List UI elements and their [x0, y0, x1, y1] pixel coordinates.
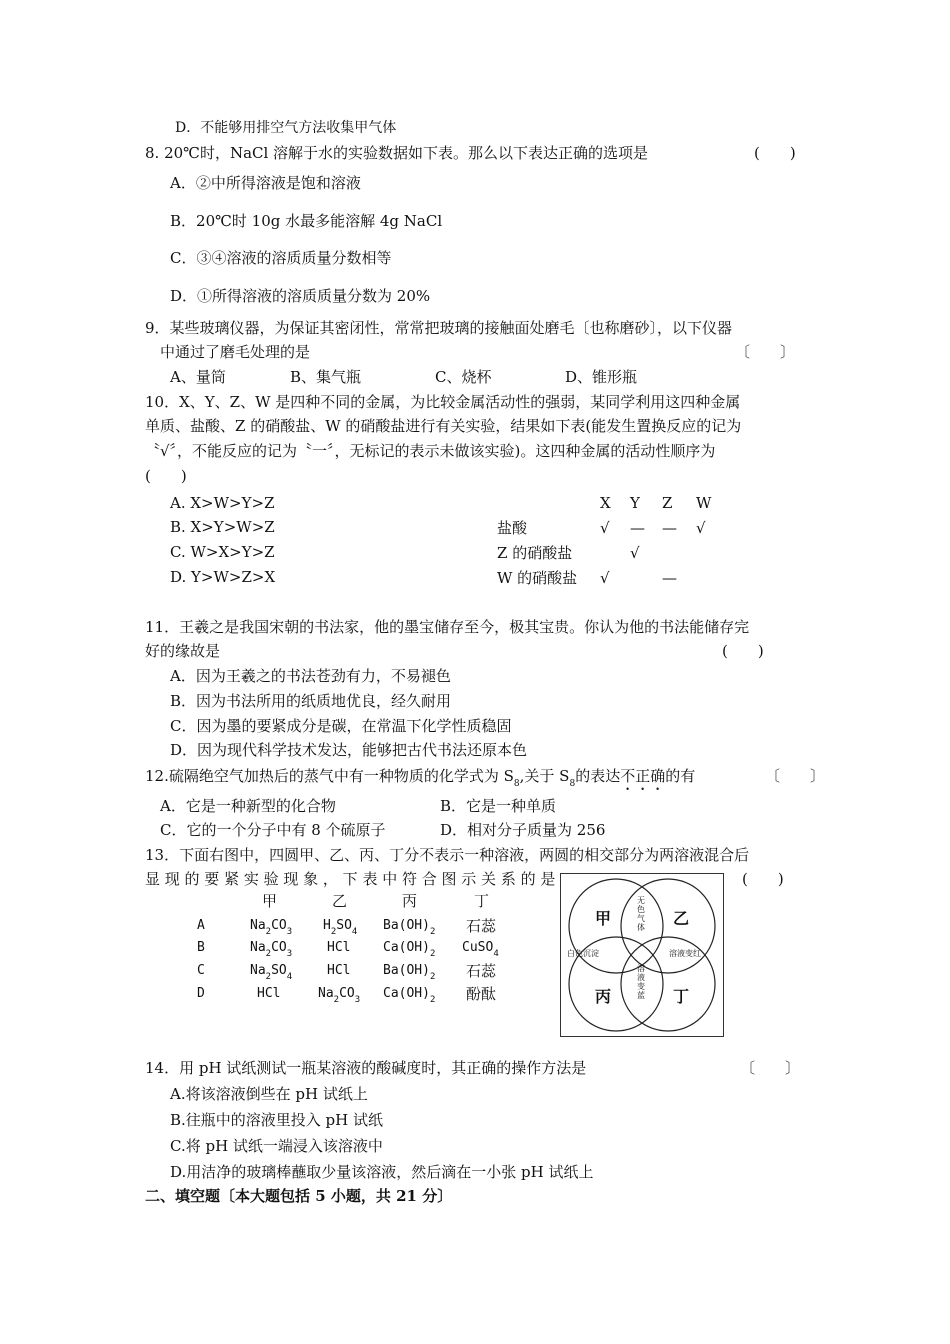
q11-option-a: A．因为王羲之的书法苍劲有力，不易褪色 [170, 667, 451, 685]
q10-table-header-z: Z [662, 494, 673, 512]
q13-cell: HCl [327, 940, 351, 955]
q12-emphasis: 不正确 [620, 767, 666, 785]
q14-option-d: D.用洁净的玻璃棒蘸取少量该溶液，然后滴在一小张 pH 试纸上 [170, 1163, 594, 1181]
q13-cell: HCl [327, 963, 351, 978]
q10-row-label: Z 的硝酸盐 [497, 544, 573, 562]
q10-cell: — [630, 519, 645, 537]
q10-cell: √ [600, 569, 610, 587]
q13-stem-line1: 13．下面右图中，四圆甲、乙、丙、丁分不表示一种溶液，两圆的相交部分为两溶液混合后 [145, 846, 750, 864]
q10-cell: √ [696, 519, 706, 537]
q10-option-b: B. X>Y>W>Z [170, 518, 275, 536]
q13-header: 丙 [402, 892, 418, 910]
q9-option-d: D、锥形瓶 [565, 368, 638, 386]
q13-cell: $Na_2CO_3$ [250, 940, 293, 959]
q13-header: 丁 [474, 892, 490, 910]
q13-cell: $Na_2SO_4$ [250, 963, 293, 982]
q10-table-header-y: Y [630, 494, 640, 512]
q11-option-b: B．因为书法所用的纸质地优良，经久耐用 [170, 692, 452, 710]
q13-answer-bracket: ( ) [742, 870, 784, 888]
q8-option-c: C．③④溶液的溶质质量分数相等 [170, 249, 392, 267]
q13-cell: $Na_2CO_3$ [318, 986, 361, 1005]
q10-option-c: C. W>X>Y>Z [170, 543, 275, 561]
q12-subscript: 8 [513, 779, 520, 789]
q9-stem-line1: 9．某些玻璃仪器，为保证其密闭性，常常把玻璃的接触面处磨毛〔也称磨砂〕，以下仪器 [145, 319, 733, 337]
q13-row-key: A [197, 918, 205, 933]
q9-option-a: A、量筒 [170, 368, 226, 386]
q10-stem-line3: 〝√〞，不能反应的记为〝一〞，无标记的表示未做该实验)。这四种金属的活动性顺序为 [145, 442, 716, 460]
q10-table-header-x: X [600, 494, 611, 512]
q14-option-a: A.将该溶液倒些在 pH 试纸上 [170, 1085, 368, 1103]
q13-cell: 石蕊 [466, 962, 497, 980]
q14-stem: 14．用 pH 试纸测试一瓶某溶液的酸碱度时，其正确的操作方法是 [145, 1059, 587, 1077]
q12-option-b: B．它是一种单质 [440, 797, 557, 815]
q13-stem-line2: 显 现 的 要 紧 实 验 现 象 ， 下 表 中 符 合 图 示 关 系 的 是 [145, 870, 556, 888]
q14-option-b: B.往瓶中的溶液里投入 pH 试纸 [170, 1111, 384, 1129]
q13-venn-diagram [560, 873, 724, 1037]
q13-header: 甲 [262, 892, 278, 910]
q10-table-header-w: W [696, 494, 712, 512]
q11-stem-line1: 11．王羲之是我国宋朝的书法家，他的墨宝储存至今，极其宝贵。你认为他的书法能储存完 [145, 618, 750, 636]
q13-cell: 酚酞 [466, 985, 497, 1003]
q12-stem-part: 的表达 [575, 767, 621, 785]
q9-stem-line2: 中通过了磨毛处理的是 [160, 343, 311, 361]
q13-cell: $Ca(OH)_2$ [383, 986, 436, 1005]
q8-option-a: A．②中所得溶液是饱和溶液 [170, 174, 361, 192]
q12-stem [145, 766, 695, 794]
q11-answer-bracket: ( ) [722, 642, 764, 660]
q13-row-key: C [197, 963, 205, 978]
q9-answer-bracket: 〔 〕 [735, 343, 796, 361]
q7-option-d: D．不能够用排空气方法收集甲气体 [175, 120, 397, 136]
q10-cell: — [662, 569, 677, 587]
q11-stem-line2: 好的缘故是 [145, 642, 221, 660]
venn-intersection-right: 溶液变红 [669, 949, 701, 958]
q12-option-d: D．相对分子质量为 256 [440, 821, 606, 839]
q10-cell: — [662, 519, 677, 537]
q10-row-label: W 的硝酸盐 [497, 569, 578, 587]
venn-intersection-left: 白色沉淀 [567, 949, 599, 958]
venn-circle-yi: 乙 [673, 909, 690, 928]
q10-row-label: 盐酸 [497, 519, 528, 537]
q12-subscript: 8 [569, 779, 576, 789]
q13-cell: $Ba(OH)_2$ [383, 963, 436, 982]
q12-option-c: C．它的一个分子中有 8 个硫原子 [160, 821, 386, 839]
venn-circle-bing: 丙 [595, 987, 612, 1006]
q14-option-c: C.将 pH 试纸一端浸入该溶液中 [170, 1137, 383, 1155]
q8-answer-bracket: ( ) [754, 144, 796, 162]
q10-cell: √ [630, 544, 640, 562]
q13-row-key: B [197, 940, 205, 955]
q12-stem-part: 12.硫隔绝空气加热后的蒸气中有一种物质的化学式为 S [145, 767, 514, 785]
q13-cell: $Ca(OH)_2$ [383, 940, 436, 959]
q10-answer-bracket: ( ) [145, 467, 187, 485]
q8-option-b: B．20℃时 10g 水最多能溶解 4g NaCl [170, 212, 443, 230]
q10-option-a: A. X>W>Y>Z [170, 494, 275, 512]
q13-cell: $Na_2CO_3$ [250, 918, 293, 937]
q12-option-a: A．它是一种新型的化合物 [160, 797, 336, 815]
section-2-heading: 二、填空题〔本大题包括 5 小题，共 21 分〕 [145, 1187, 453, 1205]
q14-answer-bracket: 〔 〕 [740, 1059, 801, 1077]
q8-option-d: D．①所得溶液的溶质质量分数为 20% [170, 287, 431, 305]
q10-option-d: D. Y>W>Z>X [170, 568, 276, 586]
venn-circle-ding: 丁 [673, 987, 690, 1006]
q13-cell: $H_2SO_4$ [323, 918, 358, 937]
q13-cell: HCl [257, 986, 281, 1001]
q13-row-key: D [197, 986, 205, 1001]
venn-circle-jia: 甲 [595, 909, 612, 928]
q8-stem: 8. 20℃时，NaCl 溶解于水的实验数据如下表。那么以下表达正确的选项是 [145, 144, 649, 162]
q12-stem-part: 的有 [665, 767, 696, 785]
q13-cell: 石蕊 [466, 917, 497, 935]
venn-intersection-bottom: 溶液变蓝 [637, 964, 645, 1000]
q12-stem-part: ,关于 S [519, 767, 570, 785]
q13-cell: $Ba(OH)_2$ [383, 918, 436, 937]
venn-intersection-top: 无色气体 [637, 896, 645, 932]
q13-header: 乙 [332, 892, 348, 910]
q12-answer-bracket: 〔 〕 [765, 767, 826, 785]
q9-option-b: B、集气瓶 [290, 368, 362, 386]
q10-stem-line1: 10．X、Y、Z、W 是四种不同的金属，为比较金属活动性的强弱，某同学利用这四种金属 [145, 393, 741, 411]
q11-option-d: D．因为现代科学技术发达，能够把古代书法还原本色 [170, 741, 528, 759]
q9-option-c: C、烧杯 [435, 368, 492, 386]
q10-stem-line2: 单质、盐酸、Z 的硝酸盐、W 的硝酸盐进行有关实验，结果如下表(能发生置换反应的记为 [145, 417, 742, 435]
q10-cell: √ [600, 519, 610, 537]
q13-cell: CuSO$_4$ [462, 940, 499, 959]
q11-option-c: C．因为墨的要紧成分是碳，在常温下化学性质稳固 [170, 717, 512, 735]
